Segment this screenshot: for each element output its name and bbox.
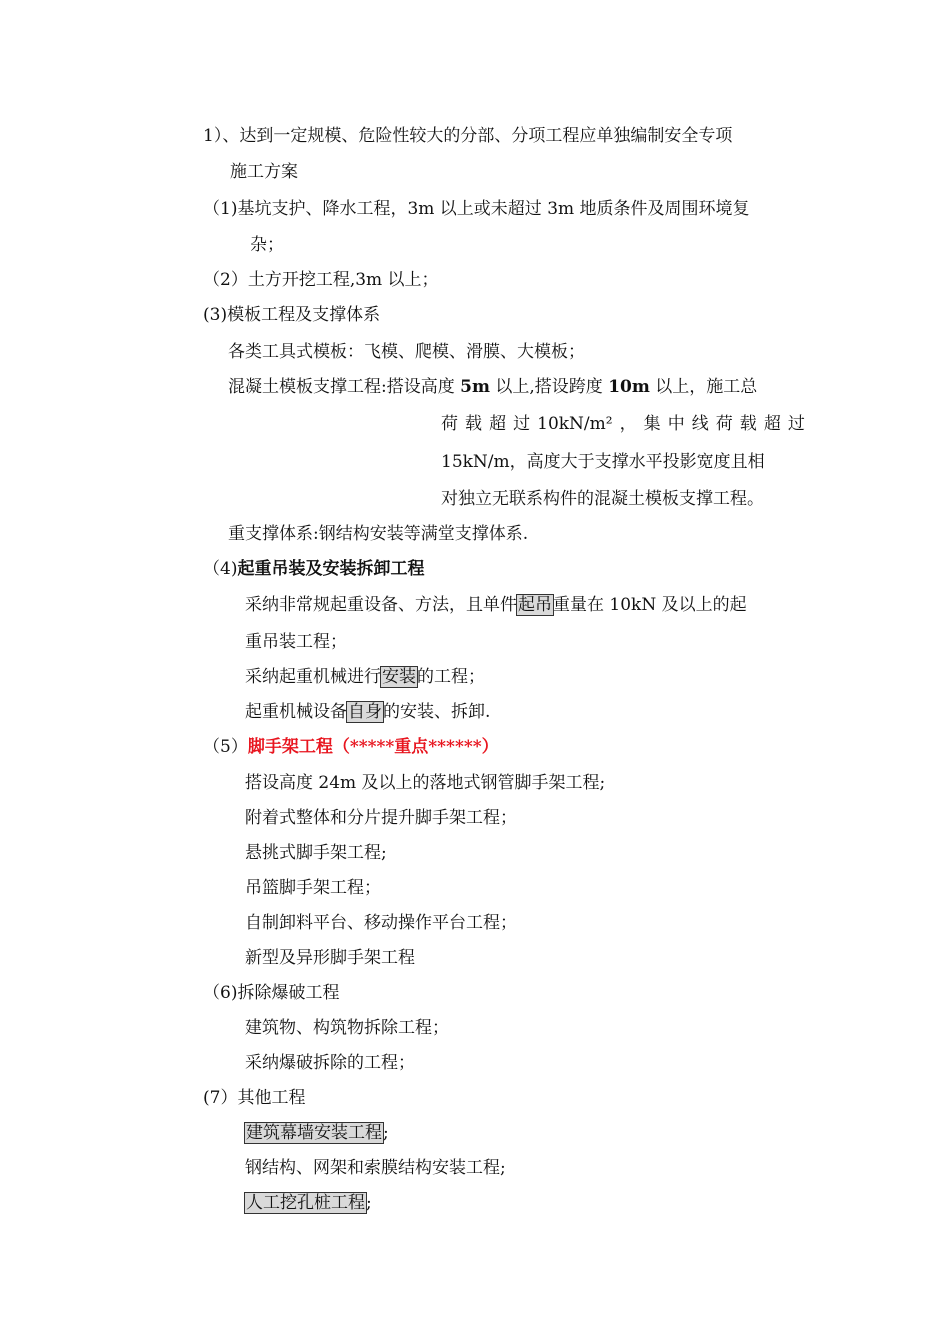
section-5-item-5: 自制卸料平台、移动操作平台工程； [245, 913, 517, 933]
section-3-support-line-1 [228, 375, 757, 399]
section-4-line-2: 重吊装工程； [245, 632, 347, 652]
section-4-title [203, 557, 424, 581]
section-1-line-2: 杂； [250, 235, 284, 255]
justified-word: 10kN/m² [537, 414, 613, 434]
section-5-title [203, 735, 499, 759]
section-6-title: （6)拆除爆破工程 [203, 983, 340, 1003]
text: 的安装、拆卸. [383, 702, 491, 722]
text: 采纳非常规起重设备、方法，且单件 [245, 595, 517, 615]
text: ; [366, 1193, 372, 1213]
justified-word: 过 [787, 414, 805, 434]
highlighted-term: 建筑幕墙安装工程 [246, 1123, 382, 1143]
justified-word: 超 [763, 414, 781, 434]
section-3-support-line-3: 15kN/m，高度大于支撑水平投影宽度且相 [441, 452, 765, 472]
justified-word: 集 [643, 414, 661, 434]
section-5-item-3: 悬挑式脚手架工程; [245, 843, 387, 863]
section-3-support-line-4: 对独立无联系构件的混凝土模板支撑工程。 [441, 489, 764, 509]
section-number: （5） [203, 737, 248, 757]
text: 的工程； [417, 667, 485, 687]
text: 起重机械设备 [245, 702, 347, 722]
section-5-item-1: 搭设高度 24m 及以上的落地式钢管脚手架工程; [245, 773, 606, 793]
highlighted-term: 人工挖孔桩工程 [246, 1193, 365, 1213]
justified-word: 荷 [441, 414, 458, 434]
text: ; [383, 1123, 389, 1143]
section-number: （4) [203, 559, 238, 579]
section-6-item-1: 建筑物、构筑物拆除工程； [245, 1018, 449, 1038]
section-4-line-3 [245, 665, 485, 689]
text: 采纳起重机械进行 [245, 667, 381, 687]
item-1-line-2: 施工方案 [230, 162, 298, 182]
section-5-item-4: 吊篮脚手架工程； [245, 878, 381, 898]
text: 以上,搭设跨度 [489, 377, 609, 397]
section-4-line-4 [245, 700, 490, 724]
section-3-support-line-2 [441, 412, 805, 436]
section-3-heavy-support: 重支撑体系:钢结构安装等满堂支撑体系. [228, 524, 529, 544]
justified-word: 载 [739, 414, 757, 434]
section-7-item-3 [245, 1191, 372, 1215]
highlighted-term: 自身 [348, 702, 382, 722]
highlighted-term: 起吊 [518, 595, 552, 615]
bold-value: 5m [460, 377, 490, 397]
justified-word: 超 [489, 414, 507, 434]
section-3-tool-formwork: 各类工具式模板：飞模、爬模、滑膜、大模板； [228, 342, 585, 362]
section-7-item-1 [245, 1121, 389, 1145]
text: 以上，施工总 [649, 377, 758, 397]
justified-word: 线 [691, 414, 709, 434]
justified-word: 中 [667, 414, 685, 434]
section-7-item-2: 钢结构、网架和索膜结构安装工程; [245, 1158, 506, 1178]
section-2: （2）土方开挖工程,3m 以上； [203, 270, 439, 290]
highlighted-term: 安装 [382, 667, 416, 687]
section-5-item-6: 新型及异形脚手架工程 [245, 948, 415, 968]
section-title-text: 起重吊装及安装拆卸工程 [237, 559, 425, 579]
section-3-title: (3)模板工程及支撑体系 [203, 305, 381, 325]
justified-word: 过 [513, 414, 531, 434]
item-1-line-1: 1）、达到一定规模、危险性较大的分部、分项工程应单独编制安全专项 [203, 126, 733, 146]
text: 重量在 10kN 及以上的起 [553, 595, 747, 615]
justified-word: 荷 [715, 414, 733, 434]
bold-value: 10m [608, 377, 650, 397]
section-1-line-1: （1)基坑支护、降水工程，3m 以上或未超过 3m 地质条件及周围环境复 [203, 199, 750, 219]
text: 混凝土模板支撑工程:搭设高度 [228, 377, 461, 397]
section-title-text: 脚手架工程（*****重点******） [247, 737, 499, 757]
justified-word: 载 [465, 414, 483, 434]
section-7-title: (7）其他工程 [203, 1088, 306, 1108]
section-4-line-1 [245, 593, 747, 617]
section-6-item-2: 采纳爆破拆除的工程； [245, 1053, 415, 1073]
justified-word: ， [619, 414, 637, 434]
section-5-item-2: 附着式整体和分片提升脚手架工程； [245, 808, 517, 828]
